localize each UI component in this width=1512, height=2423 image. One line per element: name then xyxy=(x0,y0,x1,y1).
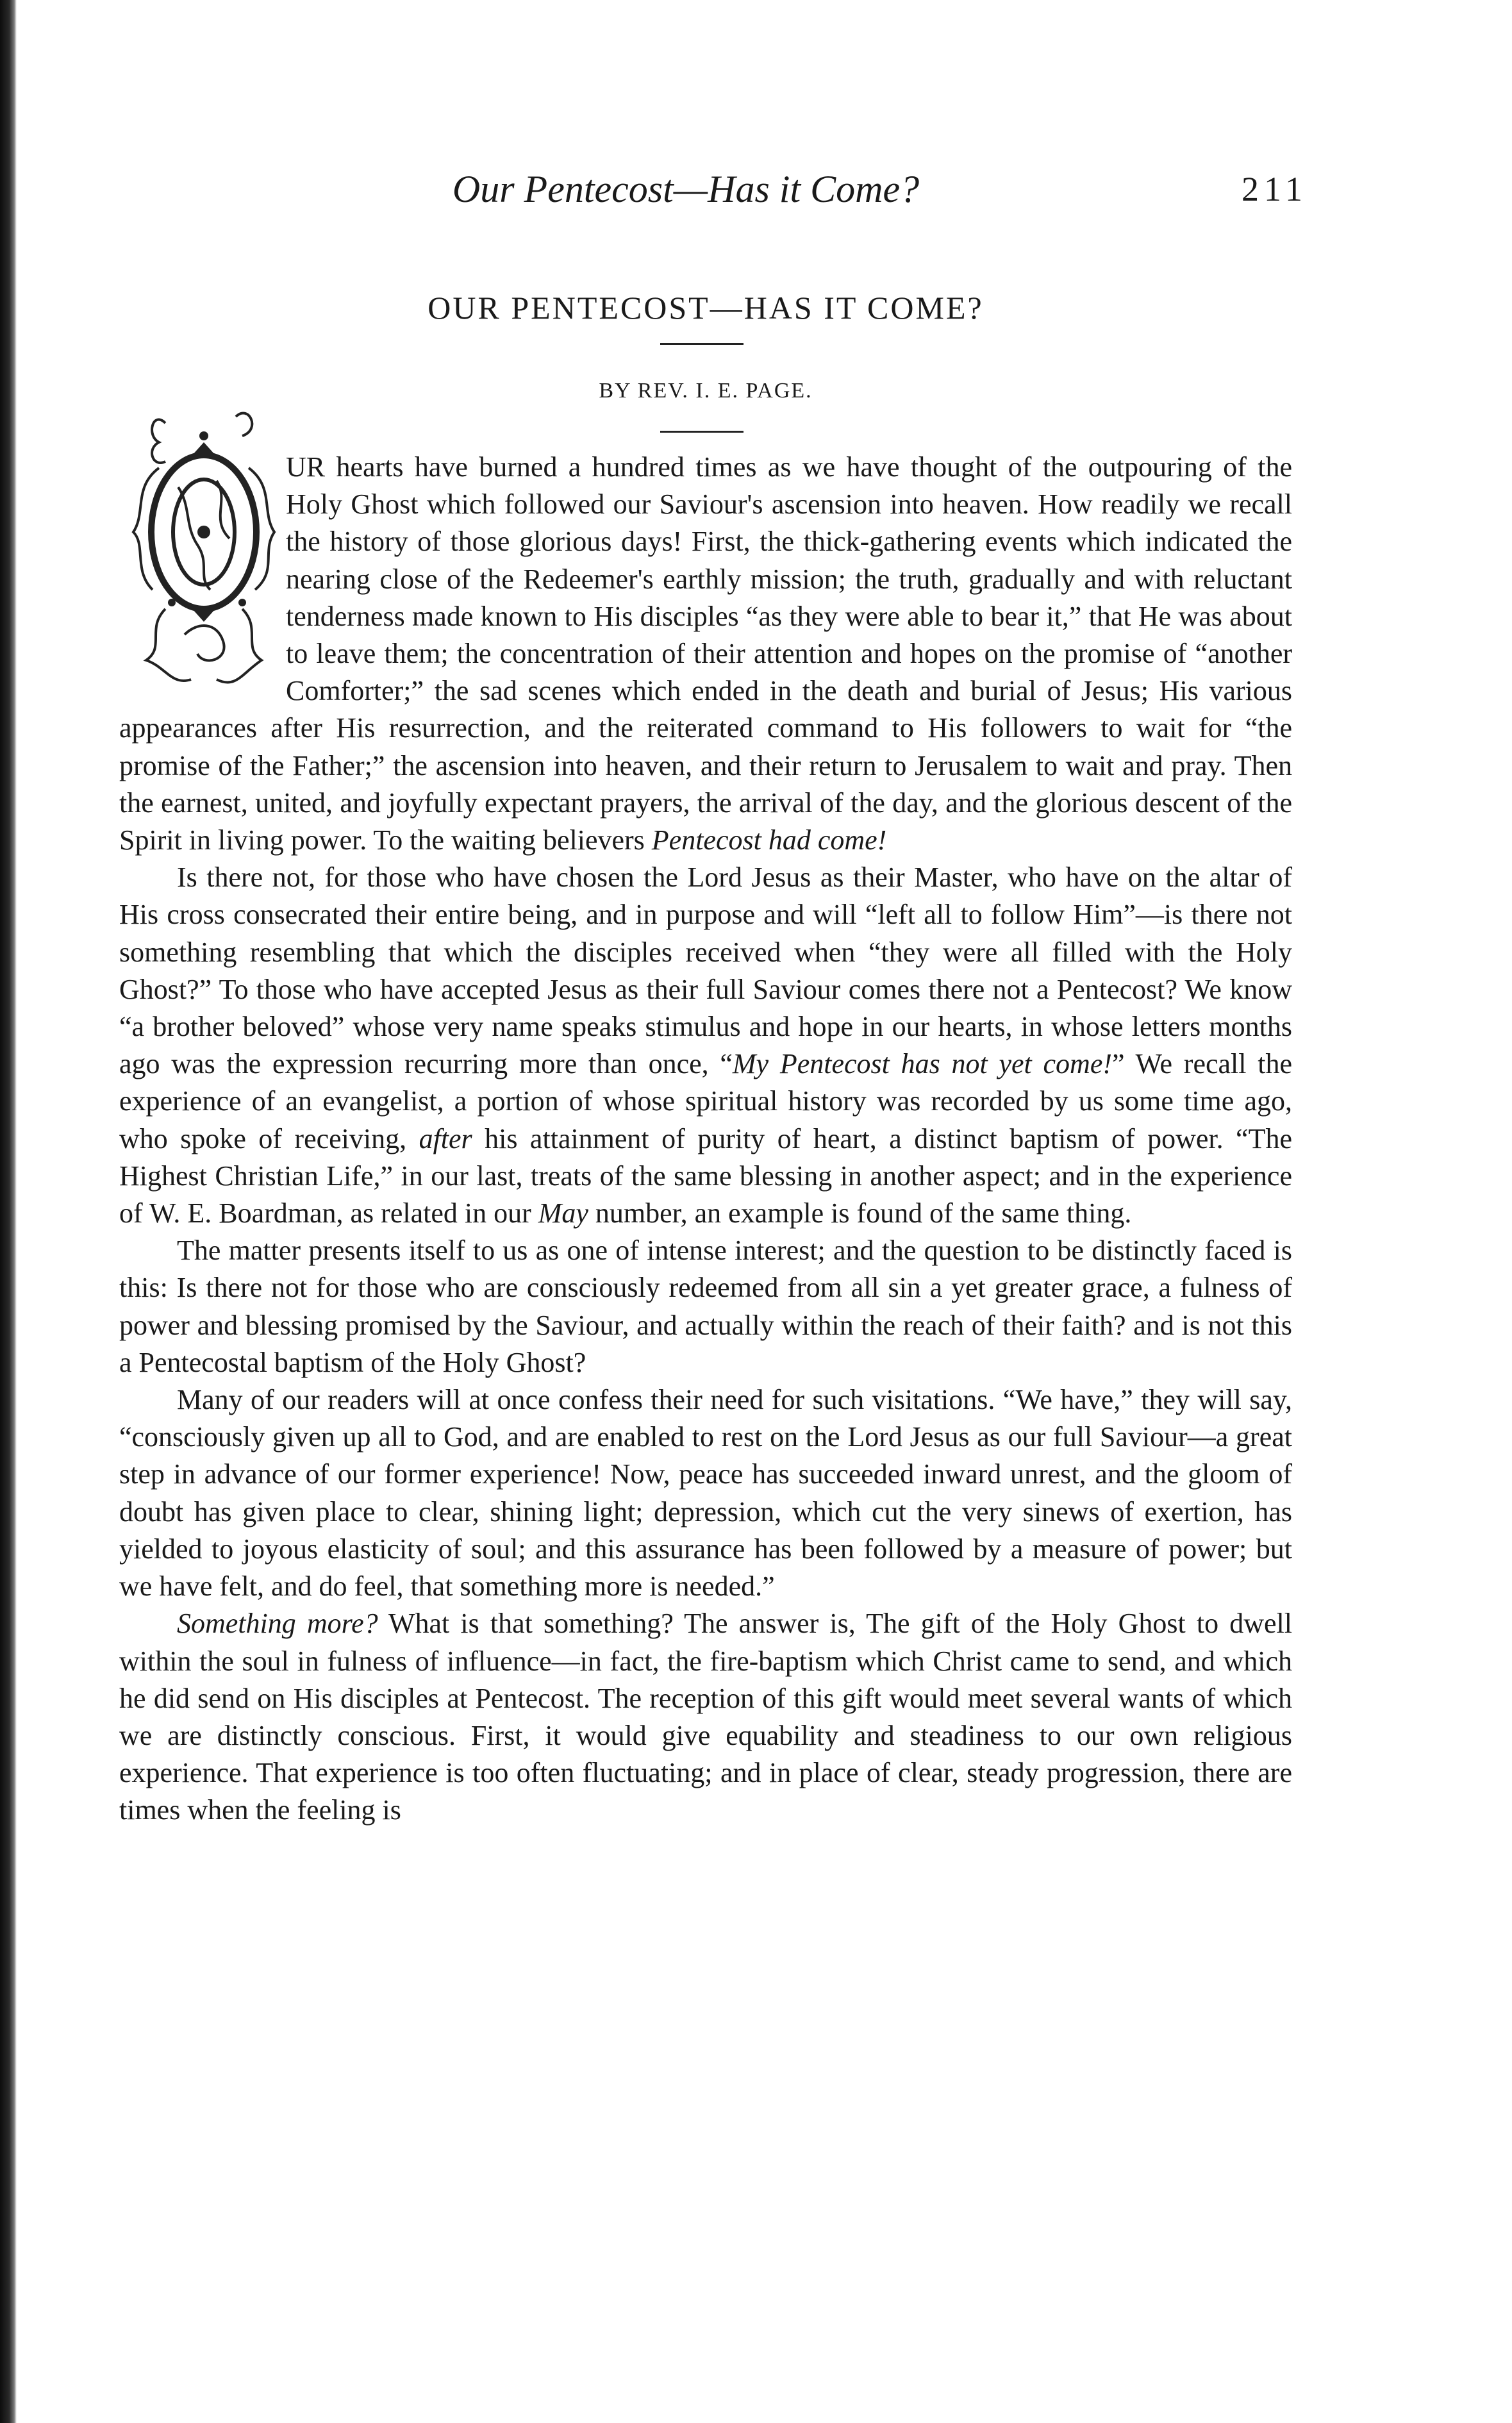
paragraph-4: Many of our readers will at once confess their need for such visitations. “We have,” they will say, “consciously given up all to God, and are enabled to rest on the Lord Jesus as our full Saviour—a great step in advance of our former experience! Now, peace has succeeded inward unrest, and the gloom of doubt has given place to clear, shining light; depression, which cut the very sinews of exertion, has yielded to joyous elasticity of soul; and this assurance has been followed by a measure of power; but we have felt, and do feel, that something more is needed.” xyxy=(119,1384,1292,1603)
drop-cap-space xyxy=(119,449,286,704)
paragraph-2-may-emphasis: May xyxy=(538,1197,588,1229)
running-head xyxy=(0,160,1512,218)
paragraph-5-text: What is that something? The answer is, The gift of the Holy Ghost to dwell within the soul in fulness of influence—in fact, the fire-baptism which Christ came to send, and which he did send on His disciples at Pentecost. The reception of this gift would meet several wants of which we are distinctly conscious. First, it would give equability and steadiness to our own religious experience. That experience is too often fluctuating; and in place of clear, steady progression, there are times when the feeling is xyxy=(119,1608,1292,1826)
paragraph-2 xyxy=(119,859,1292,1232)
paragraph-2-text-a: Is there not, for those who have chosen the Lord Jesus as their Master, who have on the altar of His cross consecrated their entire being, and in purpose and will “left all to follow Him”—is there not something resembling that which the disciples received when “they were all filled with the Holy Ghost?” To those who have accepted Jesus as their full Saviour comes there not a Pentecost? We know “a brother beloved” whose very name speaks stimulus and hope in our hearts, in whose letters months ago was the expression recurring more than once, “ xyxy=(119,862,1292,1080)
paragraph-2-text-d: number, an example is found of the same thing. xyxy=(595,1197,1132,1229)
title-rule xyxy=(660,343,744,345)
article-body xyxy=(119,449,1292,1829)
paragraph-2-text-b: ” We recall the experience of an evangelist, a portion of whose spiritual history was recorded by us some time ago, who spoke of receiving, xyxy=(119,1048,1292,1154)
paragraph-2-quote-emphasis: My Pentecost has not yet come! xyxy=(732,1048,1113,1080)
paragraph-5 xyxy=(119,1605,1292,1829)
article-title: OUR PENTECOST—HAS IT COME? xyxy=(428,290,984,326)
paragraph-1-emphasis: Pentecost had come! xyxy=(651,824,887,856)
paragraph-1-text: UR hearts have burned a hundred times as we have thought of the outpouring of the Holy Ghost which followed our Saviour's ascension into heaven. How readily we recall the history of those glorious days! First, the thick-gathering events which indicated the nearing close of the Redeemer's earthly mission; the truth, gradually and with reluctant tenderness made known to His disciples “as they were able to bear it,” that He was about to leave them; the concentration of their attention and hopes on the promise of “another Comforter;” the sad scenes which ended in the death and burial of Jesus; His various appearances after His resurrection, and the reiterated command to His followers to wait for “the promise of the Father;” the ascension into heaven, and their return to Jerusalem to wait and pray. Then the earnest, united, and joyfully expectant prayers, the arrival of the day, and the glorious descent of the Spirit in living power. To the waiting believers xyxy=(119,451,1292,856)
paragraph-5-emphasis: Something more? xyxy=(177,1608,378,1640)
paragraph-3: The matter presents itself to us as one of intense interest; and the question to be distinctly faced is this: Is there not for those who are consciously redeemed from all sin a yet greater grace, a fulness of power and blessing promised by the Saviour, and actually within the reach of their faith? and is not this a Pentecostal baptism of the Holy Ghost? xyxy=(119,1235,1292,1378)
byline: BY REV. I. E. PAGE. xyxy=(599,379,813,403)
paragraph-2-after-emphasis: after xyxy=(419,1122,472,1154)
running-title: Our Pentecost—Has it Come? xyxy=(452,168,920,210)
page-number: 211 xyxy=(1242,170,1308,208)
paragraph-1 xyxy=(119,449,1292,859)
paragraph-2-text-c: his attainment of purity of heart, a distinct baptism of power. “The Highest Christian Life,” in our last, treats of the same blessing in another aspect; and in the experience of W. E. Boardman, as related in our xyxy=(119,1122,1292,1229)
byline-rule xyxy=(660,431,744,433)
binding-shadow xyxy=(0,0,17,2423)
